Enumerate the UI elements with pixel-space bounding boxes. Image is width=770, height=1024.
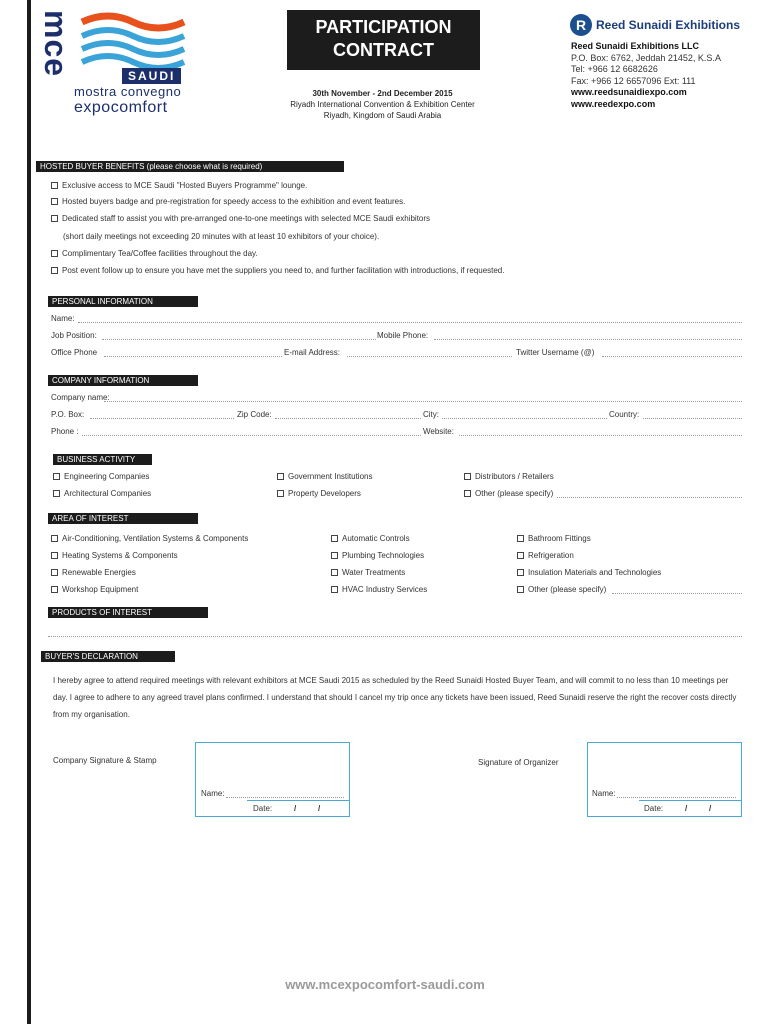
checkbox[interactable] xyxy=(277,490,284,497)
organizer-signature-label: Signature of Organizer xyxy=(478,758,559,767)
logo-mce-text: mce xyxy=(38,10,74,78)
city-field[interactable] xyxy=(442,418,607,419)
job-field[interactable] xyxy=(102,339,376,340)
company-name-field[interactable] xyxy=(226,797,344,798)
company-signature-label: Company Signature & Stamp xyxy=(53,756,157,765)
company-date-slash: / xyxy=(294,804,297,813)
label-name: Name: xyxy=(51,314,75,323)
interest-option[interactable]: HVAC Industry Services xyxy=(331,585,427,594)
checkbox[interactable] xyxy=(51,182,58,189)
checkbox[interactable] xyxy=(51,535,58,542)
checkbox[interactable] xyxy=(51,267,58,274)
business-option[interactable]: Engineering Companies xyxy=(53,472,149,481)
interest-other-field[interactable] xyxy=(612,593,742,594)
interest-option[interactable]: Workshop Equipment xyxy=(51,585,138,594)
checkbox[interactable] xyxy=(517,569,524,576)
waves-icon xyxy=(78,12,188,72)
checkbox[interactable] xyxy=(331,535,338,542)
organizer-date-slash: / xyxy=(709,804,712,813)
organizer-web1[interactable]: www.reedsunaidiexpo.com xyxy=(571,87,687,97)
country-field[interactable] xyxy=(643,418,742,419)
label-zip: Zip Code: xyxy=(237,410,272,419)
benefit-item[interactable]: Post event follow up to ensure you have met the suppliers you need to, and further facilitation with introductions, if requested. xyxy=(51,266,504,275)
section-company: COMPANY INFORMATION xyxy=(48,375,198,386)
mobile-field[interactable] xyxy=(434,339,742,340)
company-name-label: Name: xyxy=(201,789,225,798)
section-products: PRODUCTS OF INTEREST xyxy=(48,607,208,618)
checkbox[interactable] xyxy=(53,490,60,497)
organizer-name-field[interactable] xyxy=(617,797,736,798)
reed-logo xyxy=(570,14,740,36)
organizer-date-divider xyxy=(639,800,742,801)
logo-line1: mostra convegno xyxy=(74,84,182,99)
organizer-web2[interactable]: www.reedexpo.com xyxy=(571,98,656,109)
checkbox[interactable] xyxy=(51,586,58,593)
business-option[interactable]: Property Developers xyxy=(277,489,361,498)
label-website: Website: xyxy=(423,427,454,436)
interest-option[interactable]: Water Treatments xyxy=(331,568,405,577)
checkbox[interactable] xyxy=(331,586,338,593)
benefit-note: (short daily meetings not exceeding 20 minutes with at least 10 exhibitors of your choice). xyxy=(63,232,380,241)
benefit-item[interactable]: Dedicated staff to assist you with pre-arranged one-to-one meetings with selected MCE Saudi exhibitors xyxy=(51,214,430,223)
organizer-info: Reed Sunaidi Exhibitions LLC P.O. Box: 6762, Jeddah 21452, K.S.A Tel: +966 12 6682626 Fax: +966 12 6657096 Ext: 111 www.reedsunaidiexpo.com www.reedexpo.com xyxy=(571,41,721,109)
event-info xyxy=(270,88,495,121)
checkbox[interactable] xyxy=(51,569,58,576)
benefit-item[interactable]: Exclusive access to MCE Saudi "Hosted Buyers Programme" lounge. xyxy=(51,181,307,190)
organizer-signature-box[interactable] xyxy=(587,742,742,817)
checkbox[interactable] xyxy=(331,569,338,576)
section-personal: PERSONAL INFORMATION xyxy=(48,296,198,307)
zip-field[interactable] xyxy=(275,418,421,419)
business-option[interactable]: Architectural Companies xyxy=(53,489,151,498)
po-field[interactable] xyxy=(90,418,234,419)
event-city: Riyadh, Kingdom of Saudi Arabia xyxy=(323,111,442,120)
label-company-name: Company name: xyxy=(51,393,110,402)
interest-option[interactable]: Air-Conditioning, Ventilation Systems & Components xyxy=(51,534,248,543)
products-field[interactable] xyxy=(48,636,742,637)
interest-option[interactable]: Plumbing Technologies xyxy=(331,551,424,560)
label-po: P.O. Box: xyxy=(51,410,85,419)
checkbox[interactable] xyxy=(51,215,58,222)
business-option[interactable]: Distributors / Retailers xyxy=(464,472,554,481)
event-dates: 30th November - 2nd December 2015 xyxy=(312,89,453,98)
benefit-item[interactable]: Complimentary Tea/Coffee facilities throughout the day. xyxy=(51,249,258,258)
interest-option[interactable]: Insulation Materials and Technologies xyxy=(517,568,661,577)
section-declaration: BUYER'S DECLARATION xyxy=(41,651,175,662)
checkbox[interactable] xyxy=(517,552,524,559)
label-email: E-mail Address: xyxy=(284,348,341,357)
label-office: Office Phone xyxy=(51,348,98,357)
declaration-text: I hereby agree to attend required meetings with relevant exhibitors at MCE Saudi 2015 as scheduled by the Reed Sunaidi Hosted Buyer Team, and will commit to no less than 10 meetings per day. I agree to adhere to any agreed travel plans confirmed. I understand that should I cancel my trip once any tickets have been issued, Reed Sunaidi reserve the right the recover costs directly from my organisation. xyxy=(53,676,737,719)
benefit-item[interactable]: Hosted buyers badge and pre-registration for speedy access to the exhibition and event features. xyxy=(51,197,405,206)
mce-logo xyxy=(38,10,194,116)
logo-saudi-text: SAUDI xyxy=(122,68,181,84)
interest-option[interactable]: Automatic Controls xyxy=(331,534,410,543)
business-option[interactable]: Government Institutions xyxy=(277,472,372,481)
interest-option[interactable]: Bathroom Fittings xyxy=(517,534,591,543)
interest-option[interactable]: Other (please specify) xyxy=(517,585,606,594)
company-date-divider xyxy=(247,800,350,801)
label-country: Country: xyxy=(609,410,640,419)
checkbox[interactable] xyxy=(51,552,58,559)
checkbox[interactable] xyxy=(464,473,471,480)
business-option[interactable]: Other (please specify) xyxy=(464,489,553,498)
checkbox[interactable] xyxy=(51,250,58,257)
page-title: PARTICIPATION CONTRACT xyxy=(287,10,480,70)
section-business: BUSINESS ACTIVITY xyxy=(53,454,152,465)
reed-mark-icon: R xyxy=(570,14,592,36)
company-date-slash: / xyxy=(318,804,321,813)
label-phone: Phone : xyxy=(51,427,79,436)
left-margin-rule xyxy=(27,0,31,1024)
checkbox[interactable] xyxy=(53,473,60,480)
label-city: City: xyxy=(423,410,439,419)
organizer-date-label: Date: xyxy=(644,804,664,813)
office-field[interactable] xyxy=(104,356,282,357)
label-job: Job Position: xyxy=(51,331,97,340)
business-other-field[interactable] xyxy=(557,497,742,498)
event-venue: Riyadh International Convention & Exhibition Center xyxy=(290,100,475,109)
checkbox[interactable] xyxy=(51,198,58,205)
checkbox[interactable] xyxy=(464,490,471,497)
interest-option[interactable]: Renewable Energies xyxy=(51,568,136,577)
logo-line2: expocomfort xyxy=(74,99,168,116)
checkbox[interactable] xyxy=(331,552,338,559)
company-name-field[interactable] xyxy=(104,401,742,402)
interest-option[interactable]: Heating Systems & Components xyxy=(51,551,178,560)
label-mobile: Mobile Phone: xyxy=(377,331,429,340)
section-hosted-buyer: HOSTED BUYER BENEFITS (please choose what is required) xyxy=(36,161,344,172)
reed-brand: Reed Sunaidi Exhibitions xyxy=(596,18,741,32)
twitter-field[interactable] xyxy=(602,356,742,357)
footer-url[interactable]: www.mcexpocomfort-saudi.com xyxy=(285,977,485,992)
checkbox[interactable] xyxy=(517,535,524,542)
email-field[interactable] xyxy=(347,356,512,357)
company-signature-box[interactable] xyxy=(195,742,350,817)
name-field[interactable] xyxy=(78,322,742,323)
company-date-label: Date: xyxy=(253,804,273,813)
label-twitter: Twitter Username (@) xyxy=(516,348,595,357)
checkbox[interactable] xyxy=(517,586,524,593)
phone-field[interactable] xyxy=(82,435,421,436)
checkbox[interactable] xyxy=(277,473,284,480)
section-interest: AREA OF INTEREST xyxy=(48,513,198,524)
website-field[interactable] xyxy=(459,435,742,436)
interest-option[interactable]: Refrigeration xyxy=(517,551,574,560)
organizer-name-label: Name: xyxy=(592,789,616,798)
organizer-date-slash: / xyxy=(685,804,688,813)
